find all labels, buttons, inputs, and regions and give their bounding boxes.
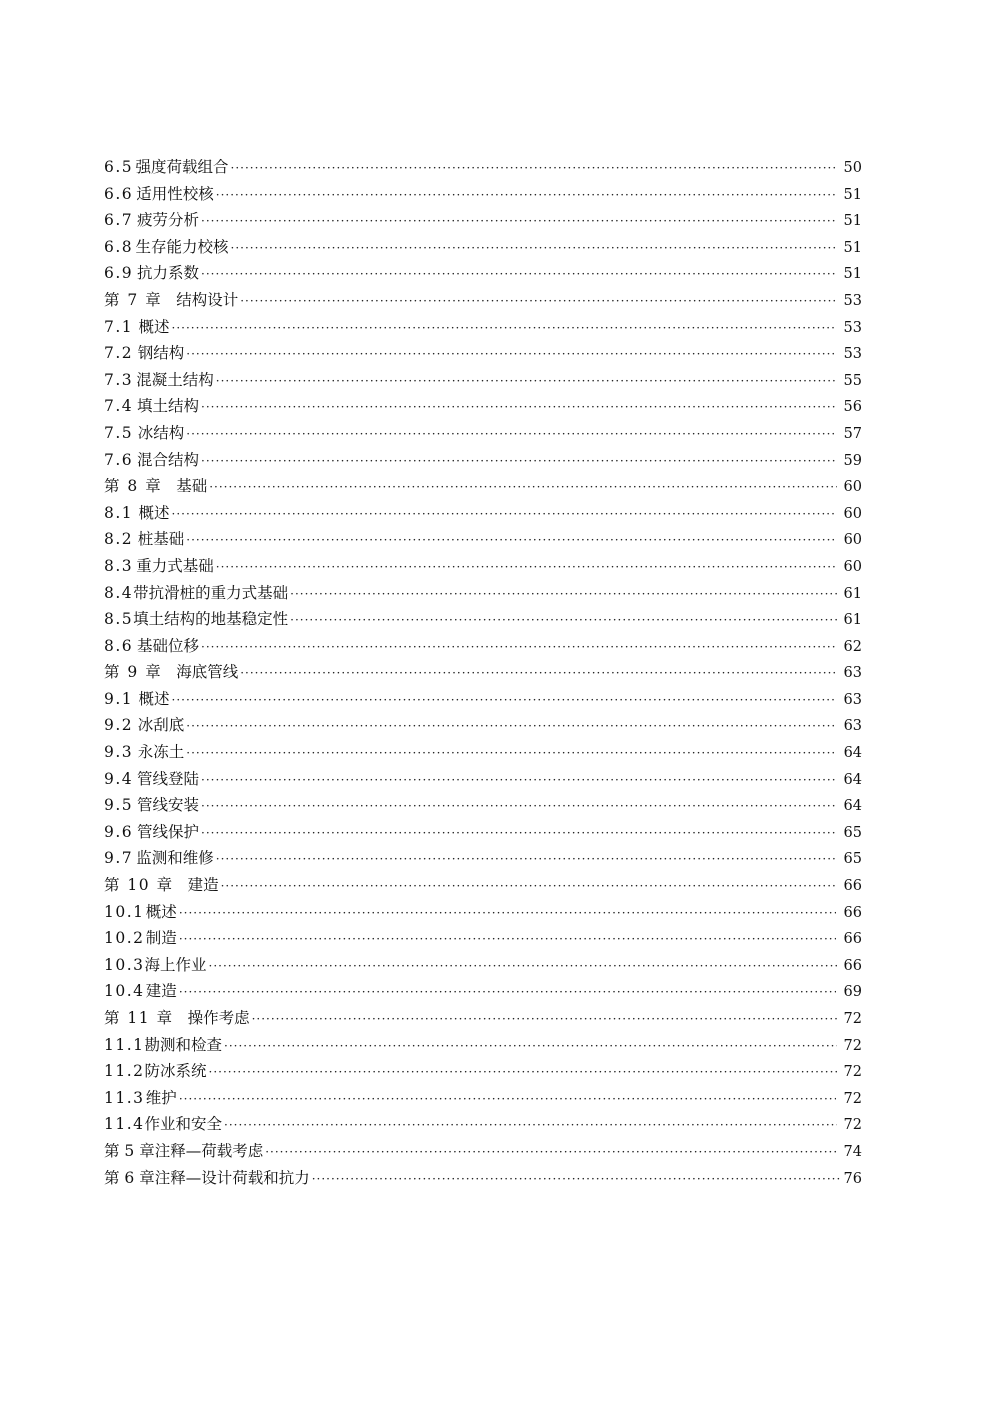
toc-section-entry[interactable] (104, 393, 862, 420)
toc-entry-title: 填土结构 (137, 397, 200, 416)
toc-entry-number: 7.3 (104, 370, 134, 389)
toc-entry-number: 6.7 (104, 211, 134, 230)
dot-leader (290, 581, 839, 608)
toc-entry-page-number: 62 (843, 638, 862, 655)
toc-entry-page-number: 69 (843, 984, 862, 1001)
toc-entry-page-number: 64 (843, 798, 862, 815)
toc-chapter-entry[interactable] (104, 872, 862, 899)
toc-entry-title: 概述 (138, 689, 170, 708)
toc-section-entry[interactable] (104, 633, 862, 660)
toc-entry-title: 冰结构 (137, 423, 185, 442)
toc-chapter-entry[interactable] (104, 287, 862, 314)
toc-entry-title: 第 5 章注释—荷载考虑 (104, 1141, 264, 1160)
toc-entry-page-number: 65 (843, 824, 862, 841)
toc-entry-page-number: 61 (843, 612, 862, 629)
toc-entry-page-number: 56 (843, 399, 862, 416)
dot-leader (186, 421, 836, 448)
toc-entry-title: 生存能力校核 (135, 237, 229, 256)
toc-entry-page-number: 57 (843, 425, 863, 442)
toc-entry-number: 8.4 (104, 583, 134, 602)
toc-entry-title: 管线安装 (137, 796, 200, 815)
toc-section-entry[interactable] (104, 712, 862, 739)
dot-leader (179, 1086, 836, 1113)
toc-entry-number: 7.4 (104, 397, 134, 416)
dot-leader (201, 208, 837, 235)
toc-section-entry[interactable] (104, 447, 862, 474)
dot-leader (172, 501, 836, 528)
toc-note-entry[interactable] (104, 1165, 862, 1192)
toc-entry-title: 管线保护 (137, 822, 200, 841)
toc-entry-number: 8.5 (104, 610, 134, 629)
toc-entry-number: 7.5 (104, 423, 134, 442)
toc-entry-title: 适用性校核 (136, 184, 214, 203)
dot-leader (231, 235, 838, 262)
toc-entry-number: 9.1 (104, 689, 134, 708)
toc-entry-page-number: 51 (843, 213, 862, 230)
toc-entry-number: 9.6 (104, 822, 134, 841)
toc-entry-number: 6.5 (104, 158, 134, 176)
toc-section-entry[interactable] (104, 314, 862, 341)
toc-entry-page-number: 72 (843, 1117, 862, 1134)
toc-entry-page-number: 64 (843, 745, 863, 762)
toc-chapter-entry[interactable] (104, 1005, 862, 1032)
toc-entry-title: 混合结构 (137, 450, 200, 469)
toc-entry-number: 9.5 (104, 796, 134, 815)
toc-entry-page-number: 66 (843, 904, 862, 921)
toc-section-entry[interactable] (104, 606, 862, 633)
toc-entry-number: 10.3 (104, 955, 145, 974)
toc-entry-page-number: 60 (843, 558, 862, 575)
toc-entry-title: 桩基础 (137, 530, 185, 549)
toc-entry-page-number: 72 (843, 1064, 862, 1081)
toc-entry-page-number: 59 (843, 452, 862, 469)
dot-leader (231, 155, 838, 182)
dot-leader (221, 873, 838, 900)
dot-leader (265, 1139, 838, 1166)
toc-entry-number: 11.1 (104, 1035, 145, 1054)
toc-entry-title: 结构设计 (176, 290, 239, 309)
toc-entry-number: 7.6 (104, 450, 134, 469)
toc-entry-number: 9.3 (104, 743, 134, 762)
dot-leader (252, 1006, 839, 1033)
toc-section-entry[interactable] (104, 952, 862, 979)
toc-section-entry[interactable] (104, 766, 862, 793)
toc-entry-number: 第 9 章 (104, 663, 163, 682)
toc-entry-title: 基础 (176, 477, 208, 496)
toc-entry-number: 第 8 章 (104, 477, 163, 496)
toc-note-entry[interactable] (104, 1138, 862, 1165)
toc-entry-title: 概述 (138, 503, 170, 522)
dot-leader (186, 740, 836, 767)
dot-leader (216, 182, 837, 209)
toc-entry-page-number: 60 (843, 505, 862, 522)
dot-leader (224, 1112, 837, 1139)
toc-entry-number: 11.2 (104, 1062, 145, 1081)
toc-entry-page-number: 66 (843, 957, 862, 974)
dot-leader (216, 368, 837, 395)
toc-entry-title: 海底管线 (176, 663, 239, 682)
toc-entry-page-number: 74 (843, 1143, 862, 1160)
toc-entry-page-number: 76 (843, 1170, 862, 1187)
toc-entry-title: 防冰系统 (144, 1062, 207, 1081)
dot-leader (240, 288, 838, 315)
toc-entry-number: 6.6 (104, 184, 134, 203)
dot-leader (201, 820, 837, 847)
toc-entry-number: 9.4 (104, 769, 134, 788)
toc-section-entry[interactable] (104, 553, 862, 580)
toc-entry-title: 作业和安全 (144, 1115, 223, 1134)
dot-leader (312, 1166, 840, 1193)
toc-section-entry[interactable] (104, 207, 862, 234)
toc-section-entry[interactable] (104, 792, 862, 819)
toc-section-entry[interactable] (104, 899, 862, 926)
toc-entry-title: 疲劳分析 (137, 211, 200, 230)
toc-entry-page-number: 72 (843, 1011, 862, 1027)
toc-section-entry[interactable] (104, 1032, 862, 1059)
toc-entry-page-number: 60 (843, 479, 862, 496)
toc-entry-number: 8.1 (104, 503, 134, 522)
toc-entry-title: 填土结构的地基稳定性 (133, 610, 289, 629)
toc-entry-title: 操作考虑 (187, 1009, 250, 1027)
toc-entry-page-number: 51 (843, 266, 862, 283)
toc-entry-title: 制造 (145, 929, 177, 948)
toc-entry-page-number: 53 (843, 319, 862, 336)
toc-section-entry[interactable] (104, 367, 862, 394)
dot-leader (224, 1033, 837, 1060)
toc-section-entry[interactable] (104, 925, 862, 952)
toc-entry-page-number: 65 (843, 851, 862, 868)
toc-entry-title: 建造 (145, 982, 177, 1001)
toc-entry-number: 第 7 章 (104, 290, 163, 309)
toc-entry-title: 强度荷载组合 (135, 158, 229, 176)
dot-leader (201, 793, 837, 820)
toc-entry-page-number: 51 (843, 186, 862, 203)
dot-leader (172, 315, 836, 342)
toc-entry-title: 钢结构 (137, 344, 185, 363)
toc-entry-title: 冰刮底 (137, 716, 185, 735)
toc-entry-page-number: 72 (843, 1037, 862, 1054)
toc-entry-title: 基础位移 (137, 636, 200, 655)
toc-entry-number: 11.4 (104, 1115, 145, 1134)
dot-leader (201, 394, 837, 421)
toc-entry-page-number: 51 (843, 239, 862, 256)
toc-entry-number: 第 10 章 (104, 876, 174, 895)
toc-entry-number: 6.9 (104, 264, 134, 283)
dot-leader (179, 926, 836, 953)
toc-entry-title: 混凝土结构 (136, 370, 214, 389)
toc-entry-title: 维护 (145, 1088, 177, 1107)
toc-entry-page-number: 72 (843, 1090, 862, 1107)
dot-leader (216, 554, 837, 581)
toc-entry-page-number: 60 (843, 532, 863, 549)
toc-entry-number: 第 11 章 (104, 1009, 174, 1027)
toc-entry-number: 9.7 (104, 849, 134, 868)
toc-entry-page-number: 50 (843, 160, 862, 176)
toc-section-entry[interactable] (104, 234, 862, 261)
toc-entry-title: 监测和维修 (136, 849, 214, 868)
toc-section-entry[interactable] (104, 181, 862, 208)
toc-entry-number: 9.2 (104, 716, 134, 735)
toc-section-entry[interactable] (104, 420, 862, 447)
toc-entry-page-number: 53 (843, 292, 862, 309)
toc-entry-page-number: 66 (843, 931, 862, 948)
toc-entry-title: 抗力系数 (137, 264, 200, 283)
toc-section-entry[interactable] (104, 739, 862, 766)
toc-entry-page-number: 64 (843, 771, 862, 788)
toc-entry-number: 7.2 (104, 344, 134, 363)
dot-leader (216, 846, 837, 873)
toc-entry-number: 8.3 (104, 556, 134, 575)
dot-leader (179, 900, 836, 927)
toc-section-entry[interactable] (104, 340, 862, 367)
toc-entry-page-number: 53 (843, 346, 863, 363)
dot-leader (201, 448, 837, 475)
dot-leader (186, 527, 836, 554)
toc-section-entry[interactable] (104, 1058, 862, 1085)
toc-entry-title: 管线登陆 (137, 769, 200, 788)
dot-leader (290, 607, 839, 634)
toc-entry-title: 带抗滑桩的重力式基础 (133, 583, 289, 602)
toc-entry-page-number: 63 (843, 665, 862, 682)
dot-leader (186, 341, 836, 368)
dot-leader (201, 767, 837, 794)
toc-entry-page-number: 63 (843, 718, 863, 735)
dot-leader (201, 634, 837, 661)
toc-section-entry[interactable] (104, 1111, 862, 1138)
toc-entry-title: 勘测和检查 (144, 1035, 223, 1054)
dot-leader (179, 979, 836, 1006)
toc-entry-title: 第 6 章注释—设计荷载和抗力 (104, 1168, 310, 1187)
toc-section-entry[interactable] (104, 260, 862, 287)
dot-leader (240, 660, 838, 687)
toc-chapter-entry[interactable] (104, 473, 862, 500)
toc-entry-number: 7.1 (104, 317, 134, 336)
toc-entry-page-number: 61 (843, 585, 862, 602)
dot-leader (209, 1059, 837, 1086)
toc-section-entry[interactable] (104, 526, 862, 553)
toc-section-entry[interactable] (104, 845, 862, 872)
toc-section-entry[interactable] (104, 500, 862, 527)
toc-entry-title: 重力式基础 (136, 556, 214, 575)
toc-entry-page-number: 66 (843, 878, 862, 895)
toc-entry-number: 10.4 (104, 982, 145, 1001)
table-of-contents (104, 154, 862, 1191)
toc-section-entry[interactable] (104, 1085, 862, 1112)
dot-leader (209, 474, 837, 501)
toc-section-entry[interactable] (104, 686, 862, 713)
dot-leader (172, 687, 836, 714)
toc-section-entry[interactable] (104, 154, 862, 181)
toc-entry-page-number: 63 (843, 691, 862, 708)
toc-entry-page-number: 55 (843, 372, 862, 389)
toc-entry-number: 8.6 (104, 636, 134, 655)
toc-entry-title: 建造 (187, 876, 219, 895)
dot-leader (201, 261, 837, 288)
toc-entry-number: 8.2 (104, 530, 134, 549)
toc-entry-number: 10.2 (104, 929, 145, 948)
toc-chapter-entry[interactable] (104, 659, 862, 686)
dot-leader (209, 953, 837, 980)
toc-entry-number: 11.3 (104, 1088, 145, 1107)
toc-entry-title: 海上作业 (144, 955, 207, 974)
toc-entry-title: 永冻土 (137, 743, 185, 762)
toc-section-entry[interactable] (104, 580, 862, 607)
dot-leader (186, 713, 836, 740)
toc-entry-title: 概述 (145, 902, 177, 921)
toc-section-entry[interactable] (104, 819, 862, 846)
toc-entry-number: 6.8 (104, 237, 134, 256)
toc-entry-number: 10.1 (104, 902, 145, 921)
toc-entry-title: 概述 (138, 317, 170, 336)
toc-section-entry[interactable] (104, 978, 862, 1005)
